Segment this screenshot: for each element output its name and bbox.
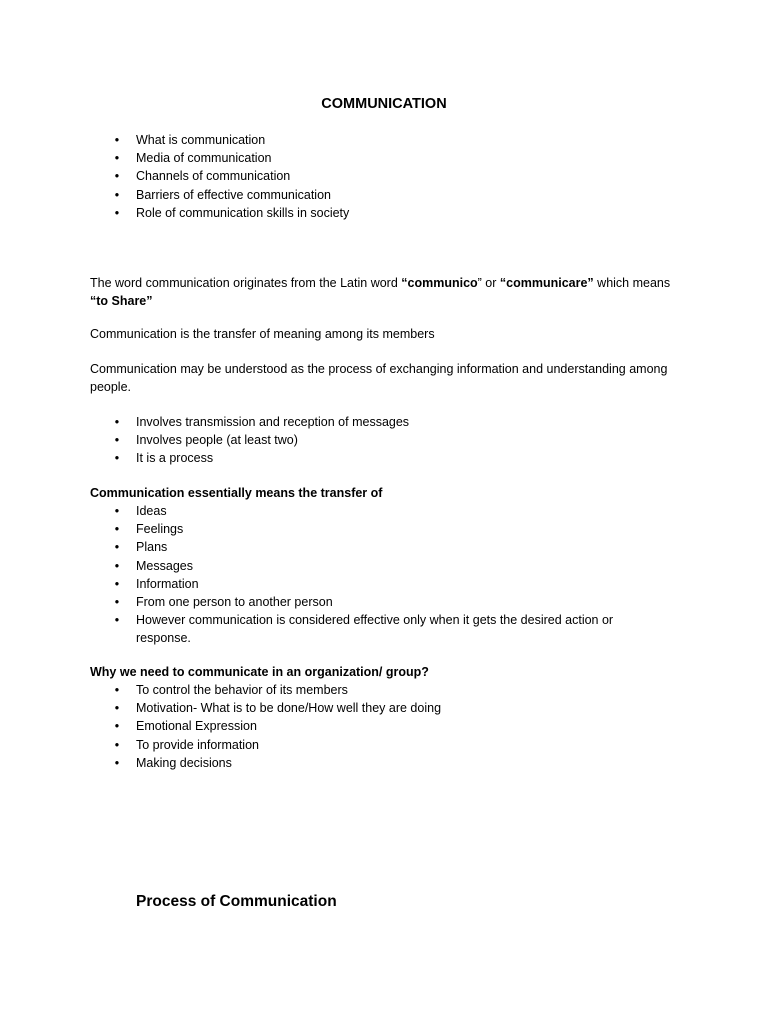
process-section-title: Process of Communication	[136, 893, 337, 910]
bullet-icon: •	[114, 540, 120, 555]
characteristics-block	[90, 413, 690, 468]
list-item: • Involves transmission and reception of messages	[90, 413, 690, 431]
bullet-icon: •	[114, 719, 120, 734]
bullet-icon: •	[114, 755, 120, 770]
list-item: • Role of communication skills in society	[90, 204, 690, 222]
list-item: • Ideas	[90, 502, 690, 520]
topics-block	[90, 131, 690, 222]
definition-paragraph: Communication is the transfer of meaning among its members	[90, 327, 435, 341]
list-item: • What is communication	[90, 131, 690, 149]
transfer-block	[90, 484, 690, 648]
bullet-icon: •	[114, 576, 120, 591]
bullet-icon: •	[114, 504, 120, 518]
bullet-icon: •	[114, 737, 120, 752]
definition-paragraph-2: Communication may be understood as the process of exchanging information and understanding among people.	[90, 362, 668, 394]
list-item: • Motivation- What is to be done/How well they are doing	[90, 699, 690, 717]
list-item: • From one person to another person	[90, 593, 690, 611]
bullet-icon: •	[114, 451, 120, 466]
bullet-icon: •	[114, 595, 120, 610]
list-item: • Media of communication	[90, 149, 690, 167]
bullet-icon: •	[114, 187, 120, 202]
bullet-icon: •	[114, 683, 120, 697]
list-item: • Plans	[90, 538, 690, 556]
list-item: • Involves people (at least two)	[90, 431, 690, 449]
transfer-list	[90, 502, 690, 648]
bullet-icon: •	[114, 151, 120, 166]
section-heading: Communication essentially means the transfer of	[90, 486, 383, 500]
bullet-icon: •	[114, 205, 120, 220]
list-item: • Emotional Expression	[90, 717, 690, 735]
characteristics-list	[90, 413, 690, 468]
section-heading: Why we need to communicate in an organization/ group?	[90, 665, 429, 679]
list-item: • However communication is considered effective only when it gets the desired action or response.	[90, 611, 690, 647]
bullet-icon: •	[114, 415, 120, 429]
bullet-icon: •	[114, 522, 120, 537]
list-item: • Barriers of effective communication	[90, 186, 690, 204]
bullet-icon: •	[114, 613, 120, 628]
list-item: • Feelings	[90, 520, 690, 538]
bullet-icon: •	[114, 169, 120, 184]
bullet-icon: •	[114, 701, 120, 716]
bullet-icon: •	[114, 558, 120, 573]
need-list	[90, 681, 690, 772]
bullet-icon: •	[114, 433, 120, 448]
page-title: COMMUNICATION	[321, 96, 447, 112]
list-item: • Information	[90, 575, 690, 593]
list-item: • Channels of communication	[90, 167, 690, 185]
topics-list	[90, 131, 690, 222]
bullet-icon: •	[114, 133, 120, 147]
list-item: • Messages	[90, 557, 690, 575]
list-item: • It is a process	[90, 449, 690, 467]
list-item: • To provide information	[90, 736, 690, 754]
list-item: • To control the behavior of its members	[90, 681, 690, 699]
origin-paragraph: The word communication originates from the Latin word “communico” or “communicare” which means “to Share”	[90, 276, 671, 308]
list-item: • Making decisions	[90, 754, 690, 772]
need-block	[90, 663, 690, 772]
